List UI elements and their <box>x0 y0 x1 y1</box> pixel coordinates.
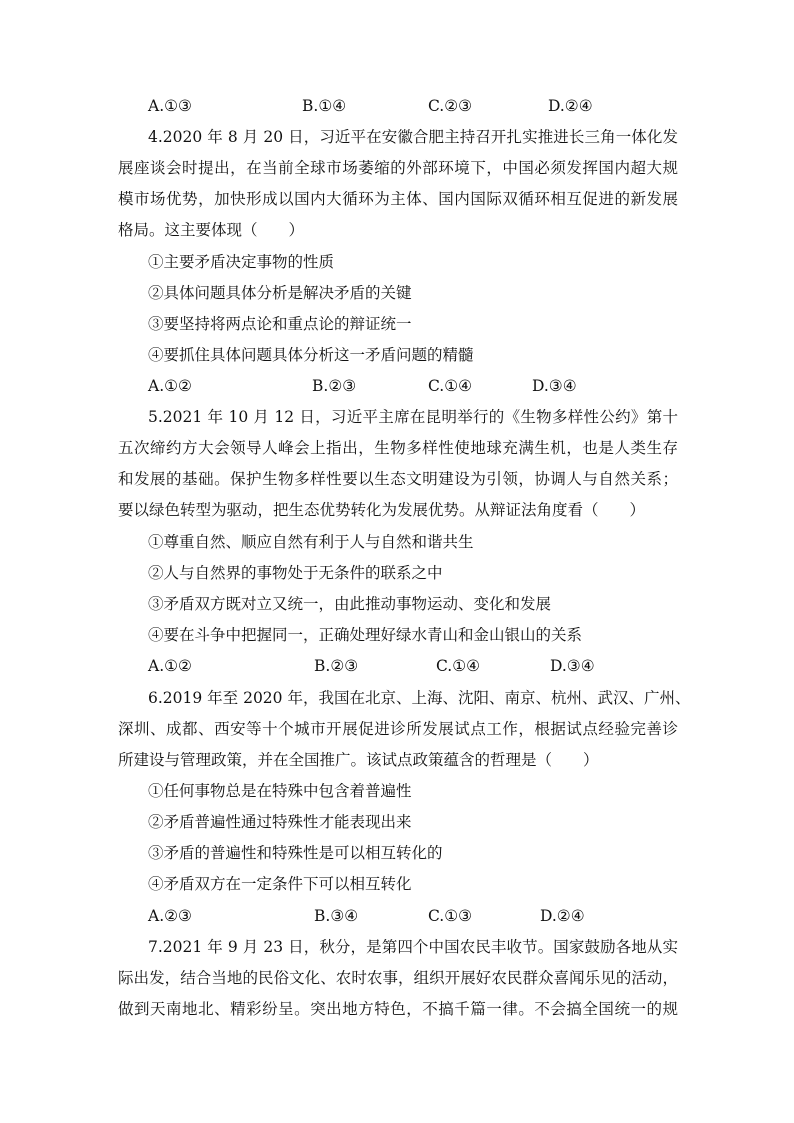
q4-statement: ②具体问题具体分析是解决矛盾的关键 <box>148 284 412 302</box>
q5-stem-line: 5.2021 年 10 月 12 日，习近平主席在昆明举行的《生物多样性公约》第十 <box>148 408 678 426</box>
q6-statement: ②矛盾普遍性通过特殊性才能表现出来 <box>148 813 412 831</box>
q6-stem-line: 6.2019 年至 2020 年，我国在北京、上海、沈阳、南京、杭州、武汉、广州、 <box>148 689 691 707</box>
q4-stem-line: 展座谈会时提出，在当前全球市场萎缩的外部环境下，中国必须发挥国内超大规 <box>118 159 678 177</box>
q5-stem-line: 要以绿色转型为驱动，把生态优势转化为发展优势。从辩证法角度看（ ） <box>118 501 646 519</box>
q5-stem-line: 五次缔约方大会领导人峰会上指出，生物多样性使地球充满生机，也是人类生存 <box>118 439 678 457</box>
q4-statement: ①主要矛盾决定事物的性质 <box>148 253 335 271</box>
q6-stem-line: 所建设与管理政策，并在全国推广。该试点政策蕴含的哲理是（ ） <box>118 751 599 769</box>
q6-stem-line: 深圳、成都、西安等十个城市开展促进诊所发展试点工作，根据试点经验完善诊 <box>118 720 678 738</box>
q3-option-b[interactable]: B.①④ <box>302 97 347 115</box>
q6-option-b[interactable]: B.③④ <box>314 907 359 925</box>
q4-statement: ④要抓住具体问题具体分析这一矛盾问题的精髓 <box>148 346 474 364</box>
q5-option-c[interactable]: C.①④ <box>436 657 481 675</box>
q5-option-d[interactable]: D.③④ <box>550 657 595 675</box>
q3-option-d[interactable]: D.②④ <box>548 97 593 115</box>
q4-option-d[interactable]: D.③④ <box>532 377 577 395</box>
q7-stem-line: 做到天南地北、精彩纷呈。突出地方特色，不搞千篇一律。不会搞全国统一的规 <box>118 1000 678 1018</box>
q4-stem-line: 4.2020 年 8 月 20 日，习近平在安徽合肥主持召开扎实推进长三角一体化发 <box>148 128 678 146</box>
q5-statement: ①尊重自然、顺应自然有利于人与自然和谐共生 <box>148 533 474 551</box>
q3-option-c[interactable]: C.②③ <box>428 97 473 115</box>
q5-statement: ④要在斗争中把握同一，正确处理好绿水青山和金山银山的关系 <box>148 626 583 644</box>
q4-option-b[interactable]: B.②③ <box>312 377 357 395</box>
q6-option-a[interactable]: A.②③ <box>148 907 192 925</box>
q6-statement: ③矛盾的普遍性和特殊性是可以相互转化的 <box>148 844 443 862</box>
q3-option-a[interactable]: A.①③ <box>148 97 192 115</box>
q4-option-c[interactable]: C.①④ <box>428 377 473 395</box>
q4-stem-line: 格局。这主要体现（ ） <box>118 221 305 239</box>
q5-option-b[interactable]: B.②③ <box>314 657 359 675</box>
q6-statement: ④矛盾双方在一定条件下可以相互转化 <box>148 875 412 893</box>
q4-option-a[interactable]: A.①② <box>148 377 192 395</box>
q7-stem-line: 7.2021 年 9 月 23 日，秋分，是第四个中国农民丰收节。国家鼓励各地从实 <box>148 938 678 956</box>
q5-stem-line: 和发展的基础。保护生物多样性要以生态文明建设为引领，协调人与自然关系； <box>118 470 678 488</box>
q4-stem-line: 模市场优势，加快形成以国内大循环为主体、国内国际双循环相互促进的新发展 <box>118 190 678 208</box>
q6-option-d[interactable]: D.②④ <box>540 907 585 925</box>
q5-option-a[interactable]: A.①② <box>148 657 192 675</box>
q5-statement: ②人与自然界的事物处于无条件的联系之中 <box>148 564 443 582</box>
q4-statement: ③要坚持将两点论和重点论的辩证统一 <box>148 315 412 333</box>
q6-option-c[interactable]: C.①③ <box>428 907 473 925</box>
q6-statement: ①任何事物总是在特殊中包含着普遍性 <box>148 782 412 800</box>
q5-statement: ③矛盾双方既对立又统一，由此推动事物运动、变化和发展 <box>148 595 552 613</box>
q7-stem-line: 际出发，结合当地的民俗文化、农时农事，组织开展好农民群众喜闻乐见的活动， <box>118 969 678 987</box>
